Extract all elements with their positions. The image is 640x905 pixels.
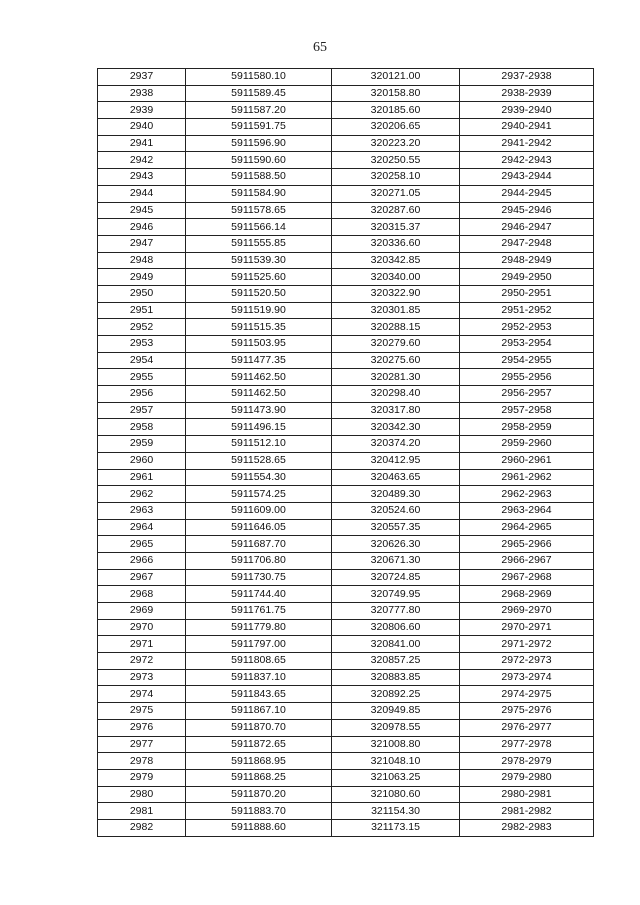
x-coordinate-cell: 5911843.65: [186, 686, 332, 703]
point-number-cell: 2955: [98, 369, 186, 386]
table-row: [98, 69, 594, 86]
point-number-cell: 2948: [98, 252, 186, 269]
y-coordinate-cell: 320275.60: [332, 352, 460, 369]
table-row: [98, 185, 594, 202]
table-row: [98, 769, 594, 786]
table-row: [98, 102, 594, 119]
table-row: [98, 703, 594, 720]
x-coordinate-cell: 5911870.20: [186, 786, 332, 803]
y-coordinate-cell: 320857.25: [332, 653, 460, 670]
x-coordinate-cell: 5911870.70: [186, 719, 332, 736]
coordinates-table: [97, 68, 594, 837]
y-coordinate-cell: 320288.15: [332, 319, 460, 336]
point-number-cell: 2953: [98, 336, 186, 353]
x-coordinate-cell: 5911503.95: [186, 336, 332, 353]
point-number-cell: 2956: [98, 386, 186, 403]
y-coordinate-cell: 320524.60: [332, 502, 460, 519]
segment-cell: 2940-2941: [460, 119, 594, 136]
point-number-cell: 2969: [98, 603, 186, 620]
table-row: [98, 586, 594, 603]
x-coordinate-cell: 5911779.80: [186, 619, 332, 636]
segment-cell: 2955-2956: [460, 369, 594, 386]
table-row: [98, 686, 594, 703]
point-number-cell: 2939: [98, 102, 186, 119]
y-coordinate-cell: 320250.55: [332, 152, 460, 169]
y-coordinate-cell: 320121.00: [332, 69, 460, 86]
x-coordinate-cell: 5911512.10: [186, 436, 332, 453]
segment-cell: 2950-2951: [460, 285, 594, 302]
x-coordinate-cell: 5911584.90: [186, 185, 332, 202]
y-coordinate-cell: 320298.40: [332, 386, 460, 403]
x-coordinate-cell: 5911473.90: [186, 402, 332, 419]
table-row: [98, 469, 594, 486]
point-number-cell: 2973: [98, 669, 186, 686]
x-coordinate-cell: 5911867.10: [186, 703, 332, 720]
x-coordinate-cell: 5911888.60: [186, 819, 332, 836]
table-row: [98, 336, 594, 353]
point-number-cell: 2959: [98, 436, 186, 453]
segment-cell: 2947-2948: [460, 235, 594, 252]
segment-cell: 2968-2969: [460, 586, 594, 603]
point-number-cell: 2951: [98, 302, 186, 319]
table-row: [98, 603, 594, 620]
point-number-cell: 2950: [98, 285, 186, 302]
y-coordinate-cell: 320374.20: [332, 436, 460, 453]
x-coordinate-cell: 5911587.20: [186, 102, 332, 119]
table-row: [98, 803, 594, 820]
y-coordinate-cell: 321008.80: [332, 736, 460, 753]
x-coordinate-cell: 5911837.10: [186, 669, 332, 686]
point-number-cell: 2942: [98, 152, 186, 169]
point-number-cell: 2938: [98, 85, 186, 102]
segment-cell: 2978-2979: [460, 753, 594, 770]
segment-cell: 2962-2963: [460, 486, 594, 503]
x-coordinate-cell: 5911462.50: [186, 386, 332, 403]
table-row: [98, 369, 594, 386]
segment-cell: 2971-2972: [460, 636, 594, 653]
y-coordinate-cell: 320841.00: [332, 636, 460, 653]
x-coordinate-cell: 5911519.90: [186, 302, 332, 319]
page-number: 65: [313, 40, 327, 55]
x-coordinate-cell: 5911496.15: [186, 419, 332, 436]
x-coordinate-cell: 5911596.90: [186, 135, 332, 152]
segment-cell: 2974-2975: [460, 686, 594, 703]
point-number-cell: 2974: [98, 686, 186, 703]
segment-cell: 2954-2955: [460, 352, 594, 369]
point-number-cell: 2981: [98, 803, 186, 820]
point-number-cell: 2940: [98, 119, 186, 136]
coordinates-table-body: [98, 69, 594, 837]
x-coordinate-cell: 5911566.14: [186, 219, 332, 236]
x-coordinate-cell: 5911868.95: [186, 753, 332, 770]
x-coordinate-cell: 5911554.30: [186, 469, 332, 486]
y-coordinate-cell: 320749.95: [332, 586, 460, 603]
table-row: [98, 85, 594, 102]
x-coordinate-cell: 5911589.45: [186, 85, 332, 102]
segment-cell: 2979-2980: [460, 769, 594, 786]
table-row: [98, 452, 594, 469]
point-number-cell: 2957: [98, 402, 186, 419]
y-coordinate-cell: 320342.30: [332, 419, 460, 436]
y-coordinate-cell: 320724.85: [332, 569, 460, 586]
y-coordinate-cell: 320340.00: [332, 269, 460, 286]
segment-cell: 2944-2945: [460, 185, 594, 202]
segment-cell: 2976-2977: [460, 719, 594, 736]
segment-cell: 2972-2973: [460, 653, 594, 670]
segment-cell: 2970-2971: [460, 619, 594, 636]
segment-cell: 2963-2964: [460, 502, 594, 519]
x-coordinate-cell: 5911609.00: [186, 502, 332, 519]
segment-cell: 2965-2966: [460, 536, 594, 553]
segment-cell: 2948-2949: [460, 252, 594, 269]
point-number-cell: 2952: [98, 319, 186, 336]
table-row: [98, 719, 594, 736]
point-number-cell: 2970: [98, 619, 186, 636]
segment-cell: 2966-2967: [460, 552, 594, 569]
y-coordinate-cell: 320271.05: [332, 185, 460, 202]
segment-cell: 2960-2961: [460, 452, 594, 469]
table-row: [98, 252, 594, 269]
point-number-cell: 2977: [98, 736, 186, 753]
table-row: [98, 636, 594, 653]
point-number-cell: 2965: [98, 536, 186, 553]
point-number-cell: 2968: [98, 586, 186, 603]
segment-cell: 2946-2947: [460, 219, 594, 236]
y-coordinate-cell: 320287.60: [332, 202, 460, 219]
segment-cell: 2956-2957: [460, 386, 594, 403]
y-coordinate-cell: 321080.60: [332, 786, 460, 803]
point-number-cell: 2978: [98, 753, 186, 770]
x-coordinate-cell: 5911515.35: [186, 319, 332, 336]
x-coordinate-cell: 5911574.25: [186, 486, 332, 503]
segment-cell: 2969-2970: [460, 603, 594, 620]
segment-cell: 2981-2982: [460, 803, 594, 820]
segment-cell: 2967-2968: [460, 569, 594, 586]
segment-cell: 2982-2983: [460, 819, 594, 836]
x-coordinate-cell: 5911525.60: [186, 269, 332, 286]
x-coordinate-cell: 5911477.35: [186, 352, 332, 369]
point-number-cell: 2964: [98, 519, 186, 536]
x-coordinate-cell: 5911555.85: [186, 235, 332, 252]
y-coordinate-cell: 320322.90: [332, 285, 460, 302]
x-coordinate-cell: 5911706.80: [186, 552, 332, 569]
table-row: [98, 169, 594, 186]
table-row: [98, 519, 594, 536]
y-coordinate-cell: 320883.85: [332, 669, 460, 686]
y-coordinate-cell: 320626.30: [332, 536, 460, 553]
y-coordinate-cell: 320258.10: [332, 169, 460, 186]
segment-cell: 2942-2943: [460, 152, 594, 169]
y-coordinate-cell: 320892.25: [332, 686, 460, 703]
y-coordinate-cell: 320671.30: [332, 552, 460, 569]
y-coordinate-cell: 320342.85: [332, 252, 460, 269]
point-number-cell: 2967: [98, 569, 186, 586]
segment-cell: 2949-2950: [460, 269, 594, 286]
point-number-cell: 2963: [98, 502, 186, 519]
point-number-cell: 2945: [98, 202, 186, 219]
y-coordinate-cell: 320315.37: [332, 219, 460, 236]
segment-cell: 2977-2978: [460, 736, 594, 753]
table-row: [98, 386, 594, 403]
table-row: [98, 352, 594, 369]
y-coordinate-cell: 320463.65: [332, 469, 460, 486]
y-coordinate-cell: 320206.65: [332, 119, 460, 136]
y-coordinate-cell: 320336.60: [332, 235, 460, 252]
table-row: [98, 536, 594, 553]
segment-cell: 2953-2954: [460, 336, 594, 353]
point-number-cell: 2962: [98, 486, 186, 503]
point-number-cell: 2960: [98, 452, 186, 469]
segment-cell: 2958-2959: [460, 419, 594, 436]
table-row: [98, 669, 594, 686]
table-row: [98, 302, 594, 319]
x-coordinate-cell: 5911744.40: [186, 586, 332, 603]
segment-cell: 2964-2965: [460, 519, 594, 536]
x-coordinate-cell: 5911797.00: [186, 636, 332, 653]
y-coordinate-cell: 321063.25: [332, 769, 460, 786]
y-coordinate-cell: 320281.30: [332, 369, 460, 386]
point-number-cell: 2941: [98, 135, 186, 152]
table-row: [98, 552, 594, 569]
x-coordinate-cell: 5911520.50: [186, 285, 332, 302]
table-row: [98, 235, 594, 252]
table-row: [98, 402, 594, 419]
table-row: [98, 502, 594, 519]
x-coordinate-cell: 5911539.30: [186, 252, 332, 269]
y-coordinate-cell: 321048.10: [332, 753, 460, 770]
point-number-cell: 2976: [98, 719, 186, 736]
x-coordinate-cell: 5911462.50: [186, 369, 332, 386]
y-coordinate-cell: 320489.30: [332, 486, 460, 503]
table-row: [98, 135, 594, 152]
x-coordinate-cell: 5911528.65: [186, 452, 332, 469]
segment-cell: 2938-2939: [460, 85, 594, 102]
y-coordinate-cell: 320978.55: [332, 719, 460, 736]
segment-cell: 2945-2946: [460, 202, 594, 219]
point-number-cell: 2972: [98, 653, 186, 670]
point-number-cell: 2937: [98, 69, 186, 86]
table-row: [98, 653, 594, 670]
table-row: [98, 619, 594, 636]
point-number-cell: 2966: [98, 552, 186, 569]
table-row: [98, 152, 594, 169]
x-coordinate-cell: 5911883.70: [186, 803, 332, 820]
segment-cell: 2980-2981: [460, 786, 594, 803]
segment-cell: 2937-2938: [460, 69, 594, 86]
segment-cell: 2961-2962: [460, 469, 594, 486]
y-coordinate-cell: 320301.85: [332, 302, 460, 319]
y-coordinate-cell: 320317.80: [332, 402, 460, 419]
x-coordinate-cell: 5911687.70: [186, 536, 332, 553]
table-row: [98, 436, 594, 453]
point-number-cell: 2971: [98, 636, 186, 653]
point-number-cell: 2947: [98, 235, 186, 252]
segment-cell: 2943-2944: [460, 169, 594, 186]
point-number-cell: 2982: [98, 819, 186, 836]
table-row: [98, 319, 594, 336]
table-row: [98, 753, 594, 770]
x-coordinate-cell: 5911730.75: [186, 569, 332, 586]
point-number-cell: 2979: [98, 769, 186, 786]
y-coordinate-cell: 320777.80: [332, 603, 460, 620]
y-coordinate-cell: 321173.15: [332, 819, 460, 836]
y-coordinate-cell: 320223.20: [332, 135, 460, 152]
table-row: [98, 202, 594, 219]
table-row: [98, 819, 594, 836]
point-number-cell: 2961: [98, 469, 186, 486]
x-coordinate-cell: 5911872.65: [186, 736, 332, 753]
table-row: [98, 736, 594, 753]
y-coordinate-cell: 320806.60: [332, 619, 460, 636]
y-coordinate-cell: 320412.95: [332, 452, 460, 469]
segment-cell: 2939-2940: [460, 102, 594, 119]
segment-cell: 2951-2952: [460, 302, 594, 319]
table-row: [98, 486, 594, 503]
x-coordinate-cell: 5911580.10: [186, 69, 332, 86]
point-number-cell: 2975: [98, 703, 186, 720]
y-coordinate-cell: 320158.80: [332, 85, 460, 102]
table-row: [98, 419, 594, 436]
point-number-cell: 2944: [98, 185, 186, 202]
y-coordinate-cell: 320185.60: [332, 102, 460, 119]
table-row: [98, 219, 594, 236]
point-number-cell: 2943: [98, 169, 186, 186]
table-row: [98, 285, 594, 302]
y-coordinate-cell: 320949.85: [332, 703, 460, 720]
point-number-cell: 2949: [98, 269, 186, 286]
table-row: [98, 569, 594, 586]
segment-cell: 2959-2960: [460, 436, 594, 453]
point-number-cell: 2946: [98, 219, 186, 236]
point-number-cell: 2958: [98, 419, 186, 436]
x-coordinate-cell: 5911646.05: [186, 519, 332, 536]
y-coordinate-cell: 320557.35: [332, 519, 460, 536]
x-coordinate-cell: 5911761.75: [186, 603, 332, 620]
table-row: [98, 786, 594, 803]
table-row: [98, 269, 594, 286]
x-coordinate-cell: 5911591.75: [186, 119, 332, 136]
y-coordinate-cell: 321154.30: [332, 803, 460, 820]
segment-cell: 2973-2974: [460, 669, 594, 686]
point-number-cell: 2954: [98, 352, 186, 369]
segment-cell: 2941-2942: [460, 135, 594, 152]
segment-cell: 2975-2976: [460, 703, 594, 720]
x-coordinate-cell: 5911868.25: [186, 769, 332, 786]
segment-cell: 2952-2953: [460, 319, 594, 336]
x-coordinate-cell: 5911578.65: [186, 202, 332, 219]
segment-cell: 2957-2958: [460, 402, 594, 419]
y-coordinate-cell: 320279.60: [332, 336, 460, 353]
point-number-cell: 2980: [98, 786, 186, 803]
x-coordinate-cell: 5911808.65: [186, 653, 332, 670]
x-coordinate-cell: 5911590.60: [186, 152, 332, 169]
table-row: [98, 119, 594, 136]
x-coordinate-cell: 5911588.50: [186, 169, 332, 186]
